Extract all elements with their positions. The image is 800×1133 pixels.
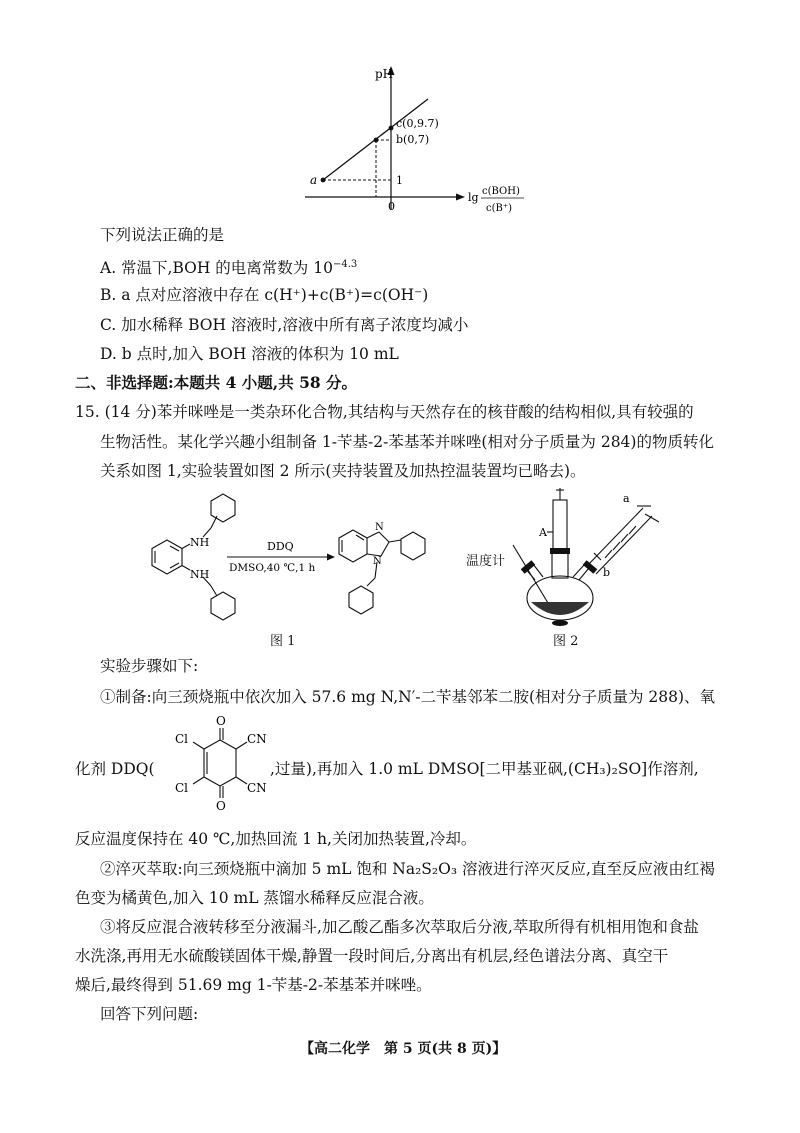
x-axis-arrow xyxy=(456,194,465,201)
step-1-line-2-suffix: ,过量),再加入 1.0 mL DMSO[二甲基亚砜,(CH₃)₂SO]作溶剂, xyxy=(270,760,699,778)
figure-1-reaction xyxy=(135,490,455,630)
x-axis-numerator: c(BOH) xyxy=(482,186,520,197)
step-1-line-3: 反应温度保持在 40 ℃,加热回流 1 h,关闭加热装置,冷却。 xyxy=(75,830,477,848)
q14-option-a-text: A. 常温下,BOH 的电离常数为 10 xyxy=(100,259,333,278)
reactant-bottom-phenyl xyxy=(211,592,235,620)
product-n-top: N xyxy=(375,522,384,533)
steps-intro: 实验步骤如下: xyxy=(100,657,199,675)
label-A: A xyxy=(539,526,547,539)
reagent-bottom-label: DMSO,40 ℃,1 h xyxy=(229,562,316,574)
q14-stem: 下列说法正确的是 xyxy=(100,226,225,244)
ddq-cn-top: CN xyxy=(247,732,267,746)
answer-prompt: 回答下列问题: xyxy=(100,1005,199,1023)
thermometer xyxy=(513,545,551,608)
q14-option-c: C. 加水稀释 BOH 溶液时,溶液中所有离子浓度均减小 xyxy=(100,316,469,334)
point-b-label: b(0,7) xyxy=(396,133,430,146)
point-c-marker xyxy=(389,126,394,131)
q14-option-a-exponent: −4.3 xyxy=(332,259,358,270)
product-benzo-ring xyxy=(339,530,367,562)
reactant-top-phenyl xyxy=(211,494,235,522)
nh-bottom-label: NH xyxy=(190,568,210,581)
ddq-o-bottom: O xyxy=(216,799,226,813)
point-a-label: a xyxy=(310,173,318,187)
step-1-line-2-prefix: 化剂 DDQ( xyxy=(75,760,155,778)
point-c-label: c(0,9.7) xyxy=(396,117,439,130)
q14-option-a xyxy=(100,254,357,279)
step-3-line-3: 燥后,最终得到 51.69 mg 1-苄基-2-苯基苯并咪唑。 xyxy=(75,976,432,994)
y-axis-label: pH xyxy=(375,67,394,81)
figure-2-caption: 图 2 xyxy=(553,634,579,649)
q14-option-d: D. b 点时,加入 BOH 溶液的体积为 10 mL xyxy=(100,345,399,363)
x-axis-denominator: c(B⁺) xyxy=(486,203,513,214)
product-benzyl-phenyl xyxy=(349,586,373,614)
ddq-ring xyxy=(204,740,236,786)
step-3-line-1: ③将反应混合液转移至分液漏斗,加乙酸乙酯多次萃取后分液,萃取所得有机相用饱和食盐 xyxy=(100,918,699,936)
q14-option-b: B. a 点对应溶液中存在 c(H⁺)+c(B⁺)=c(OH⁻) xyxy=(100,286,429,304)
product-phenyl xyxy=(401,532,425,560)
figure-1-caption: 图 1 xyxy=(270,634,296,649)
step-1-line-1: ①制备:向三颈烧瓶中依次加入 57.6 mg N,N′-二苄基邻苯二胺(相对分子质量为 288)、氧 xyxy=(100,688,716,706)
ddq-o-top: O xyxy=(216,714,226,728)
nh-top-label: NH xyxy=(190,536,210,549)
reactant-benzene-ring xyxy=(152,540,182,574)
q15-line-2: 生物活性。某化学兴趣小组制备 1-苄基-2-苯基苯并咪唑(相对分子质量为 284)的物质转化 xyxy=(100,433,714,451)
reagent-top-label: DDQ xyxy=(267,540,294,553)
q15-line-1: 15. (14 分)苯并咪唑是一类杂环化合物,其结构与天然存在的核苷酸的结构相似,具有较强的 xyxy=(75,403,694,421)
dropping-funnel xyxy=(553,500,567,550)
ddq-cl-top: Cl xyxy=(175,732,189,746)
ph-graph xyxy=(290,60,550,220)
point-b-marker xyxy=(374,138,379,143)
section-2-heading: 二、非选择题:本题共 4 小题,共 58 分。 xyxy=(75,373,358,392)
label-b: b xyxy=(603,566,611,579)
ddq-cn-bottom: CN xyxy=(247,781,267,795)
origin-label: 0 xyxy=(388,200,395,213)
y-tick-1: 1 xyxy=(396,174,403,187)
q15-line-3: 关系如图 1,实验装置如图 2 所示(夹持装置及加热控温装置均已略去)。 xyxy=(100,462,586,480)
ddq-structure xyxy=(175,712,275,818)
step-3-line-2: 水洗涤,再用无水硫酸镁固体干燥,静置一段时间后,分离出有机层,经色谱法分离、真空干 xyxy=(75,947,669,965)
product-n-bottom: N xyxy=(373,556,382,567)
thermometer-label: 温度计 xyxy=(466,554,506,569)
step-2-line-2: 色变为橘黄色,加入 10 mL 蒸馏水稀释反应混合液。 xyxy=(75,889,434,907)
x-axis-prefix: lg xyxy=(468,191,479,204)
label-a: a xyxy=(623,492,630,505)
point-a-marker xyxy=(321,178,326,183)
step-2-line-1: ②淬灭萃取:向三颈烧瓶中滴加 5 mL 饱和 Na₂S₂O₃ 溶液进行淬灭反应,直至反应液由红褐 xyxy=(100,860,715,878)
ddq-cl-bottom: Cl xyxy=(175,781,189,795)
page-footer: 【高二化学 第 5 页(共 8 页)】 xyxy=(300,1041,507,1057)
